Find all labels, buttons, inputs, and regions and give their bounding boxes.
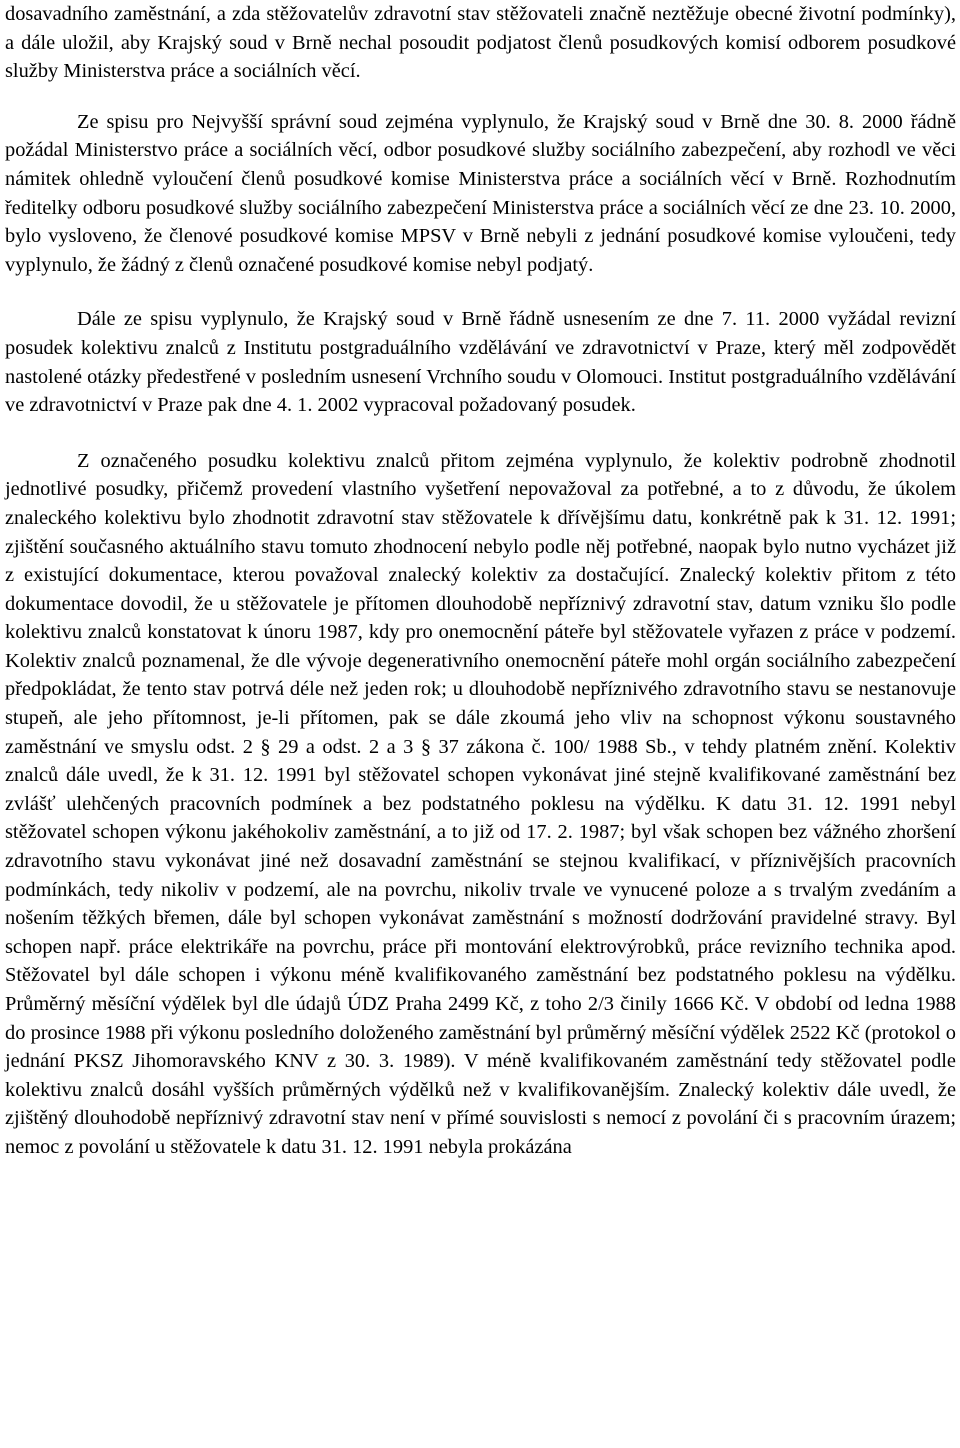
paragraph-spis-zjisteni: Ze spisu pro Nejvyšší správní soud zejména vyplynulo, že Krajský soud v Brně dne 30. 8. 2000 řádně požádal Ministerstvo práce a sociálních věcí, odbor posudkové služby sociálního zabezpečení, aby rozhodl ve věci námitek ohledně vyloučení členů posudkové komise Ministerstva práce a sociálních věcí v Brně. Rozhodnutím ředitelky odboru posudkové služby sociálního zabezpečení Ministerstva práce a sociálních věcí ze dne 23. 10. 2000, bylo vysloveno, že členové posudkové komise MPSV v Brně nebyli z jednání posudkové komise vyloučeni, tedy vyplynulo, že žádný z členů označené posudkové komise nebyl podjatý. <box>5 110 956 276</box>
paragraph-continuation: dosavadního zaměstnání, a zda stěžovatelův zdravotní stav stěžovateli značně neztěžuje obecné životní podmínky), a dále uložil, aby Krajský soud v Brně nechal posoudit podjatost členů posudkových komisí odborem posudkové služby Ministerstva práce a sociálních věcí. <box>5 3 956 83</box>
paragraph-posudek-kolektivu: Z označeného posudku kolektivu znalců přitom zejména vyplynulo, že kolektiv podrobně zhodnotil jednotlivé posudky, přičemž provedení vlastního vyšetření nepovažoval za potřebné, a to z důvodu, že úkolem znaleckého kolektivu bylo zhodnotit zdravotní stav stěžovatele k dřívějšímu datu, konkrétně pak k 31. 12. 1991; zjištění současného aktuálního stavu tomuto zhodnocení nebylo podle něj potřebné, naopak bylo nutno vycházet již z existující dokumentace, kterou považoval znalecký kolektiv za dostačující. Znalecký kolektiv přitom z této dokumentace dovodil, že u stěžovatele je přítomen dlouhodobě nepříznivý zdravotní stav, datum vzniku šlo podle kolektivu znalců konstatovat k únoru 1987, kdy pro onemocnění páteře byl stěžovatele vyřazen z práce v podzemí. Kolektiv znalců poznamenal, že dle vývoje degenerativního onemocnění páteře mohl orgán sociálního zabezpečení předpokládat, že tento stav potrvá déle než jeden rok; u dlouhodobě nepříznivého zdravotního stavu se nestanovuje stupeň, ale jeho přítomnost, je-li přítomen, pak se dále zkoumá jeho vliv na schopnost výkonu soustavného zaměstnání ve smyslu odst. 2 § 29 a odst. 2 a 3 § 37 zákona č. 100/ 1988 Sb., v tehdy platném znění. Kolektiv znalců dále uvedl, že k 31. 12. 1991 byl stěžovatel schopen vykonávat jiné stejně kvalifikované zaměstnání bez zvlášť ulehčených pracovních podmínek a bez podstatného poklesu na výdělku. K datu 31. 12. 1991 nebyl stěžovatel schopen výkonu jakéhokoliv zaměstnání, a to již od 17. 2. 1987; byl však schopen bez vážného zhoršení zdravotního stavu vykonávat jiné než dosavadní zaměstnání se stejnou kvalifikací, v příznivějších pracovních podmínkách, tedy nikoliv v podzemí, ale na povrchu, nikoliv trvale ve vynucené poloze a s trvalým zvedáním a nošením těžkých břemen, dále byl schopen vykonávat zaměstnání s možností dodržování pravidelné stravy. Byl schopen např. práce elektrikáře na povrchu, práce při montování elektrovýrobků, práce revizního technika apod. Stěžovatel byl dále schopen i výkonu méně kvalifikovaného zaměstnání bez podstatného poklesu na výdělku. Průměrný měsíční výdělek byl dle údajů ÚDZ Praha 2499 Kč, z toho 2/3 činily 1666 Kč. V období od ledna 1988 do prosince 1988 při výkonu posledního doloženého zaměstnání byl průměrný měsíční výdělek 2522 Kč (protokol o jednání PKSZ Jihomoravského KNV z 30. 3. 1989). V méně kvalifikovaném zaměstnání tedy stěžovatel podle kolektivu znalců dosáhl vyšších průměrných výdělků než v kvalifikovanějším. Znalecký kolektiv dále uvedl, že zjištěný dlouhodobě nepříznivý zdravotní stav není v přímé souvislosti s nemocí z povolání či s pracovním úrazem; nemoc z povolání u stěžovatele k datu 31. 12. 1991 nebyla prokázána <box>5 449 956 1158</box>
paragraph-revizni-posudek: Dále ze spisu vyplynulo, že Krajský soud v Brně řádně usnesením ze dne 7. 11. 2000 vyžádal revizní posudek kolektivu znalců z Institutu postgraduálního vzdělávání ve zdravotnictví v Praze, který měl zodpovědět nastolené otázky předestřené v posledním usnesení Vrchního soudu v Olomouci. Institut postgraduálního vzdělávání ve zdravotnictví v Praze pak dne 4. 1. 2002 vypracoval požadovaný posudek. <box>5 308 956 417</box>
document-page <box>5 0 956 1162</box>
